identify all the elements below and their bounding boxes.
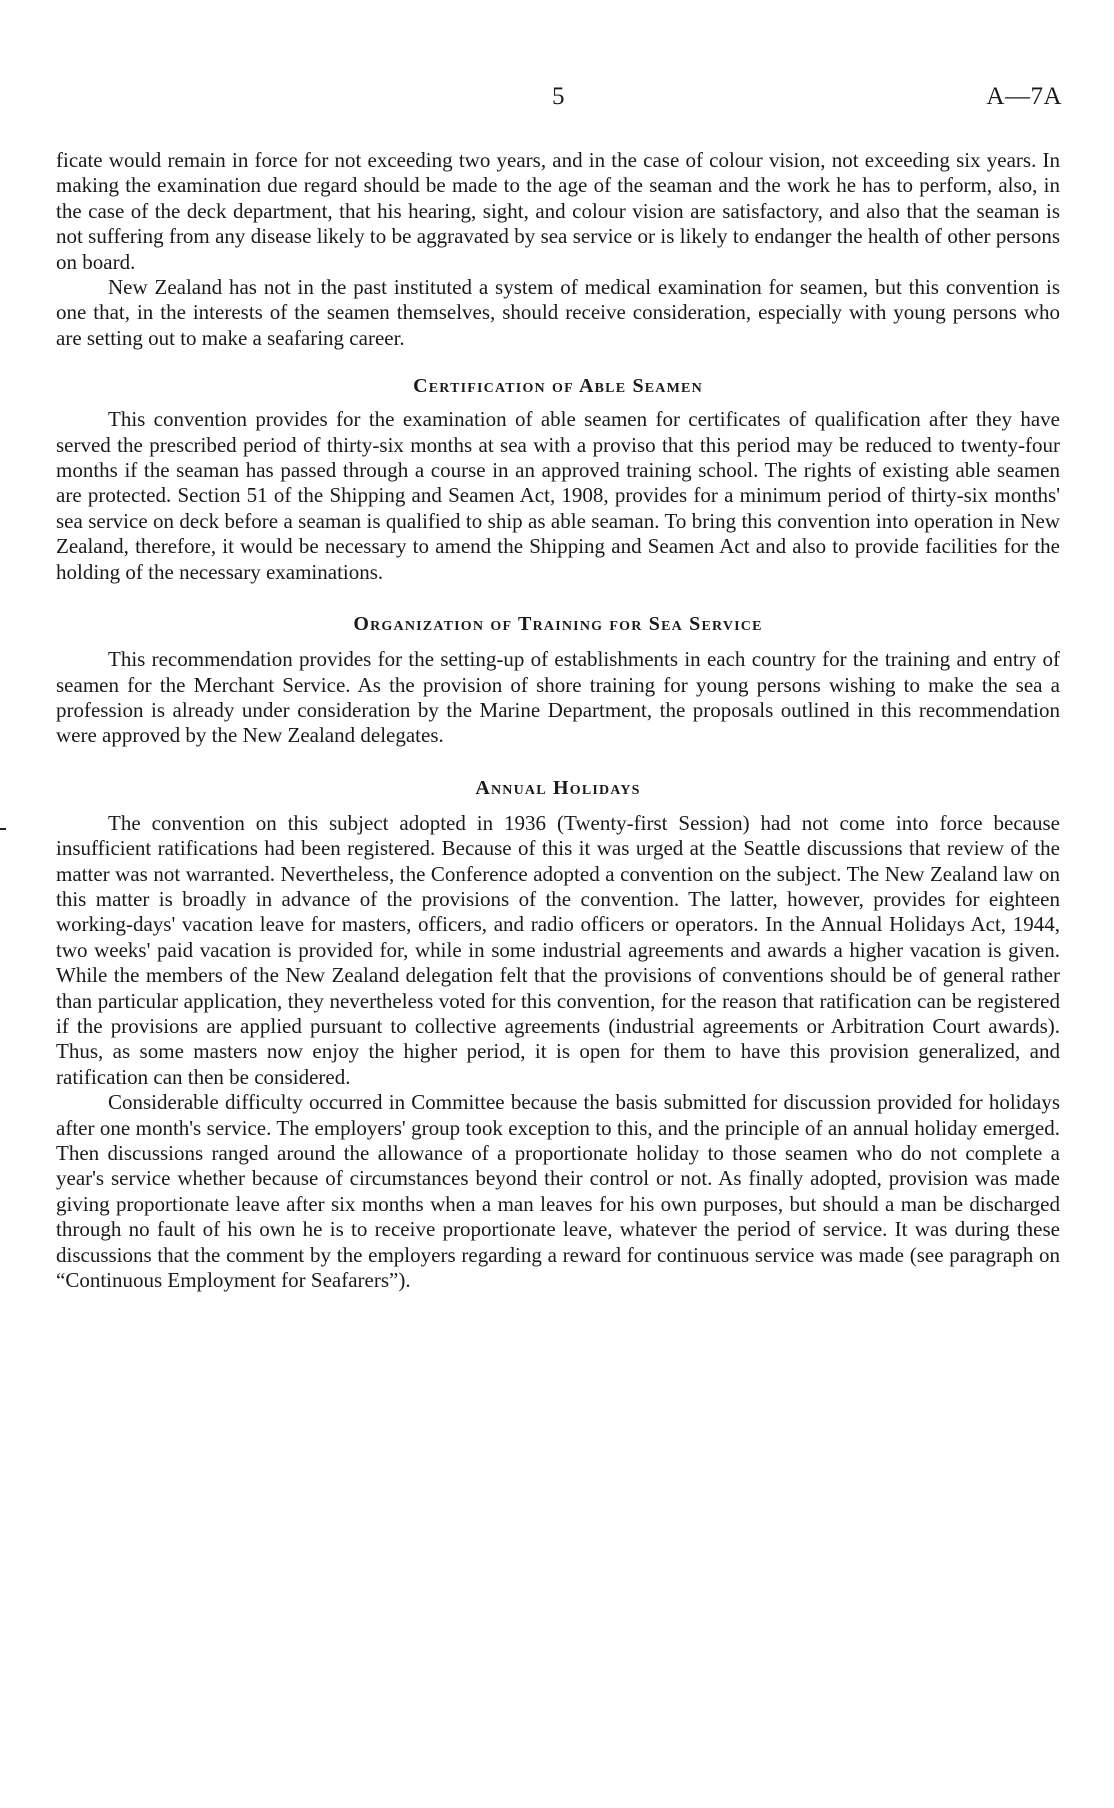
section-medical-examination — [56, 148, 1060, 351]
section-heading: Organization of Training for Sea Service — [353, 613, 763, 636]
document-body — [56, 148, 1060, 1293]
page-number: 5 — [552, 83, 565, 110]
paragraph: The convention on this subject adopted in 1936 (Twenty-first Session) had not come into force because insufficient ratifications had been registered. Because of this it was urged at the Seattle discussions that review of the matter was not warranted. Nevertheless, the Conference adopted a convention on the subject. The New Zealand law on this matter is broadly in advance of the provisions of the convention. The latter, however, provides for eighteen working-days' vacation leave for masters, officers, and radio officers or operators. In the Annual Holidays Act, 1944, two weeks' paid vacation is provided for, while in some industrial agreements and awards a higher vacation is given. While the members of the New Zealand delegation felt that the provisions of conventions should be of general rather than particular application, they nevertheless voted for this convention, for the reason that ratification can be registered if the provisions are applied pursuant to collective agreements (industrial agreements or Arbitration Court awards). Thus, as some masters now enjoy the higher period, it is open for them to have this provision generalized, and ratification can then be considered. — [56, 810, 1060, 1089]
page-header — [0, 82, 1114, 112]
paragraph: ficate would remain in force for not exceeding two years, and in the case of colour vision, not exceeding six years. In making the examination due regard should be made to the age of the seaman and the work he has to perform, also, in the case of the deck department, that his hearing, sight, and colour vision are satisfactory, and also that the seaman is not suffering from any disease likely to be aggravated by sea service or is likely to endanger the health of other persons on board. — [56, 148, 1060, 274]
paragraph: This recommendation provides for the setting-up of establishments in each country for the training and entry of seamen for the Merchant Service. As the provision of shore training for young persons wishing to make the sea a profession is already under consideration by the Marine Department, the proposals outlined in this recommendation were approved by the New Zealand delegates. — [56, 647, 1060, 748]
document-reference: A—7A — [986, 83, 1062, 110]
paragraph: Considerable difficulty occurred in Committee because the basis submitted for discussion provided for holidays after one month's service. The employers' group took exception to this, and the principle of an annual holiday emerged. Then discussions ranged around the allowance of a proportionate holiday to those seamen who do not complete a year's service whether because of circumstances beyond their control or not. As finally adopted, provision was made giving proportionate leave after six months when a man leaves for his own purposes, but should a man be discharged through no fault of his own he is to receive proportionate leave, whatever the period of service. It was during these discussions that the comment by the employers regarding a reward for continuous service was made (see paragraph on “Continuous Employment for Seafarers”). — [56, 1090, 1060, 1293]
paragraph: This convention provides for the examination of able seamen for certificates of qualification after they have served the prescribed period of thirty-six months at sea with a proviso that this period may be reduced to twenty-four months if the seaman has passed through a course in an approved training school. The rights of existing able seamen are protected. Section 51 of the Shipping and Seamen Act, 1908, provides for a minimum period of thirty-six months' sea service on deck before a seaman is qualified to ship as able seaman. To bring this convention into operation in New Zealand, therefore, it would be necessary to amend the Shipping and Seamen Act and also to provide facilities for the holding of the necessary examinations. — [56, 407, 1060, 584]
paragraph: New Zealand has not in the past instituted a system of medical examination for seamen, but this convention is one that, in the interests of the seamen themselves, should receive consideration, especially with young persons who are setting out to make a seafaring career. — [56, 275, 1060, 350]
margin-mark — [0, 828, 6, 830]
section-certification-of-able-seamen — [56, 373, 1060, 585]
section-organization-of-training — [56, 611, 1060, 749]
section-heading: Annual Holidays — [475, 776, 641, 799]
section-heading: Certification of Able Seamen — [413, 375, 703, 398]
section-annual-holidays — [56, 775, 1060, 1294]
